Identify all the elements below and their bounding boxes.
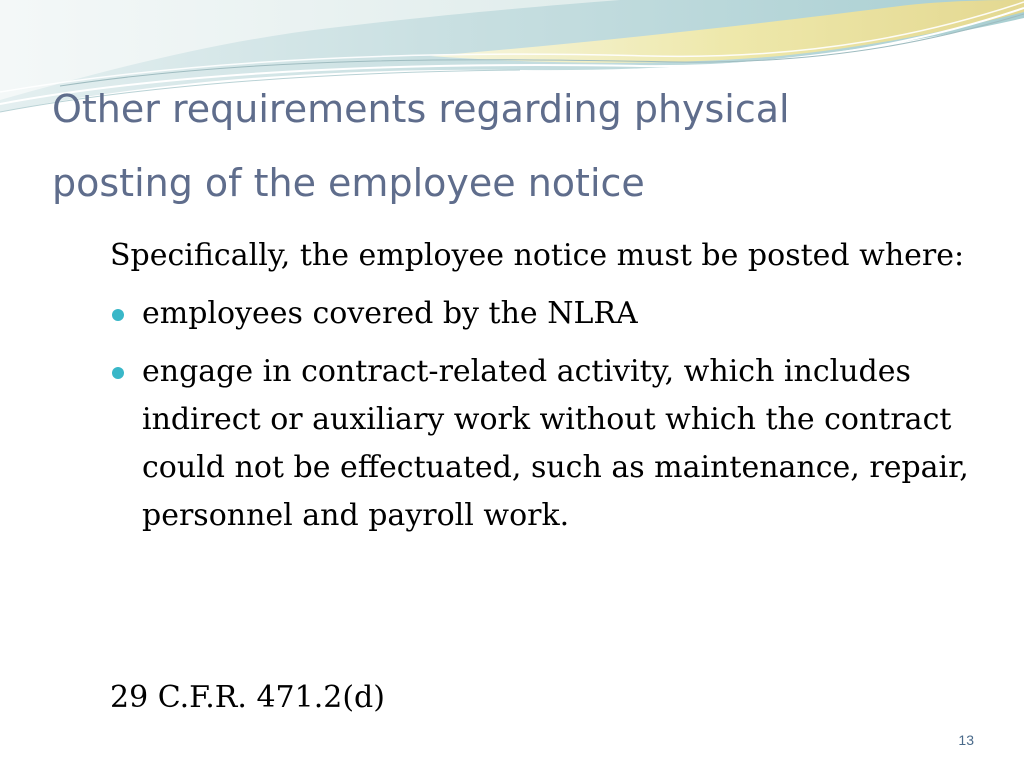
- slide-title-line-2: posting of the employee notice: [52, 161, 645, 205]
- slide-title: [52, 72, 992, 220]
- intro-paragraph: Specifically, the employee notice must be posted where:: [110, 238, 965, 273]
- bullet-item-2: [110, 348, 990, 540]
- bullet-dot-icon: [112, 309, 124, 321]
- bullet-text: engage in contract-related activity, which includes indirect or auxiliary work without which the contract could not be effectuated, such as maintenance, repair, personnel and payroll work.: [142, 354, 969, 533]
- bullet-text: employees covered by the NLRA: [142, 296, 638, 331]
- page-number: 13: [958, 732, 974, 748]
- bullet-dot-icon: [112, 367, 124, 379]
- slide-body: [110, 232, 990, 550]
- slide-title-line-1: Other requirements regarding physical: [52, 87, 790, 131]
- citation: 29 C.F.R. 471.2(d): [110, 680, 385, 715]
- bullet-item-1: [110, 290, 990, 338]
- bullet-list: [110, 290, 990, 540]
